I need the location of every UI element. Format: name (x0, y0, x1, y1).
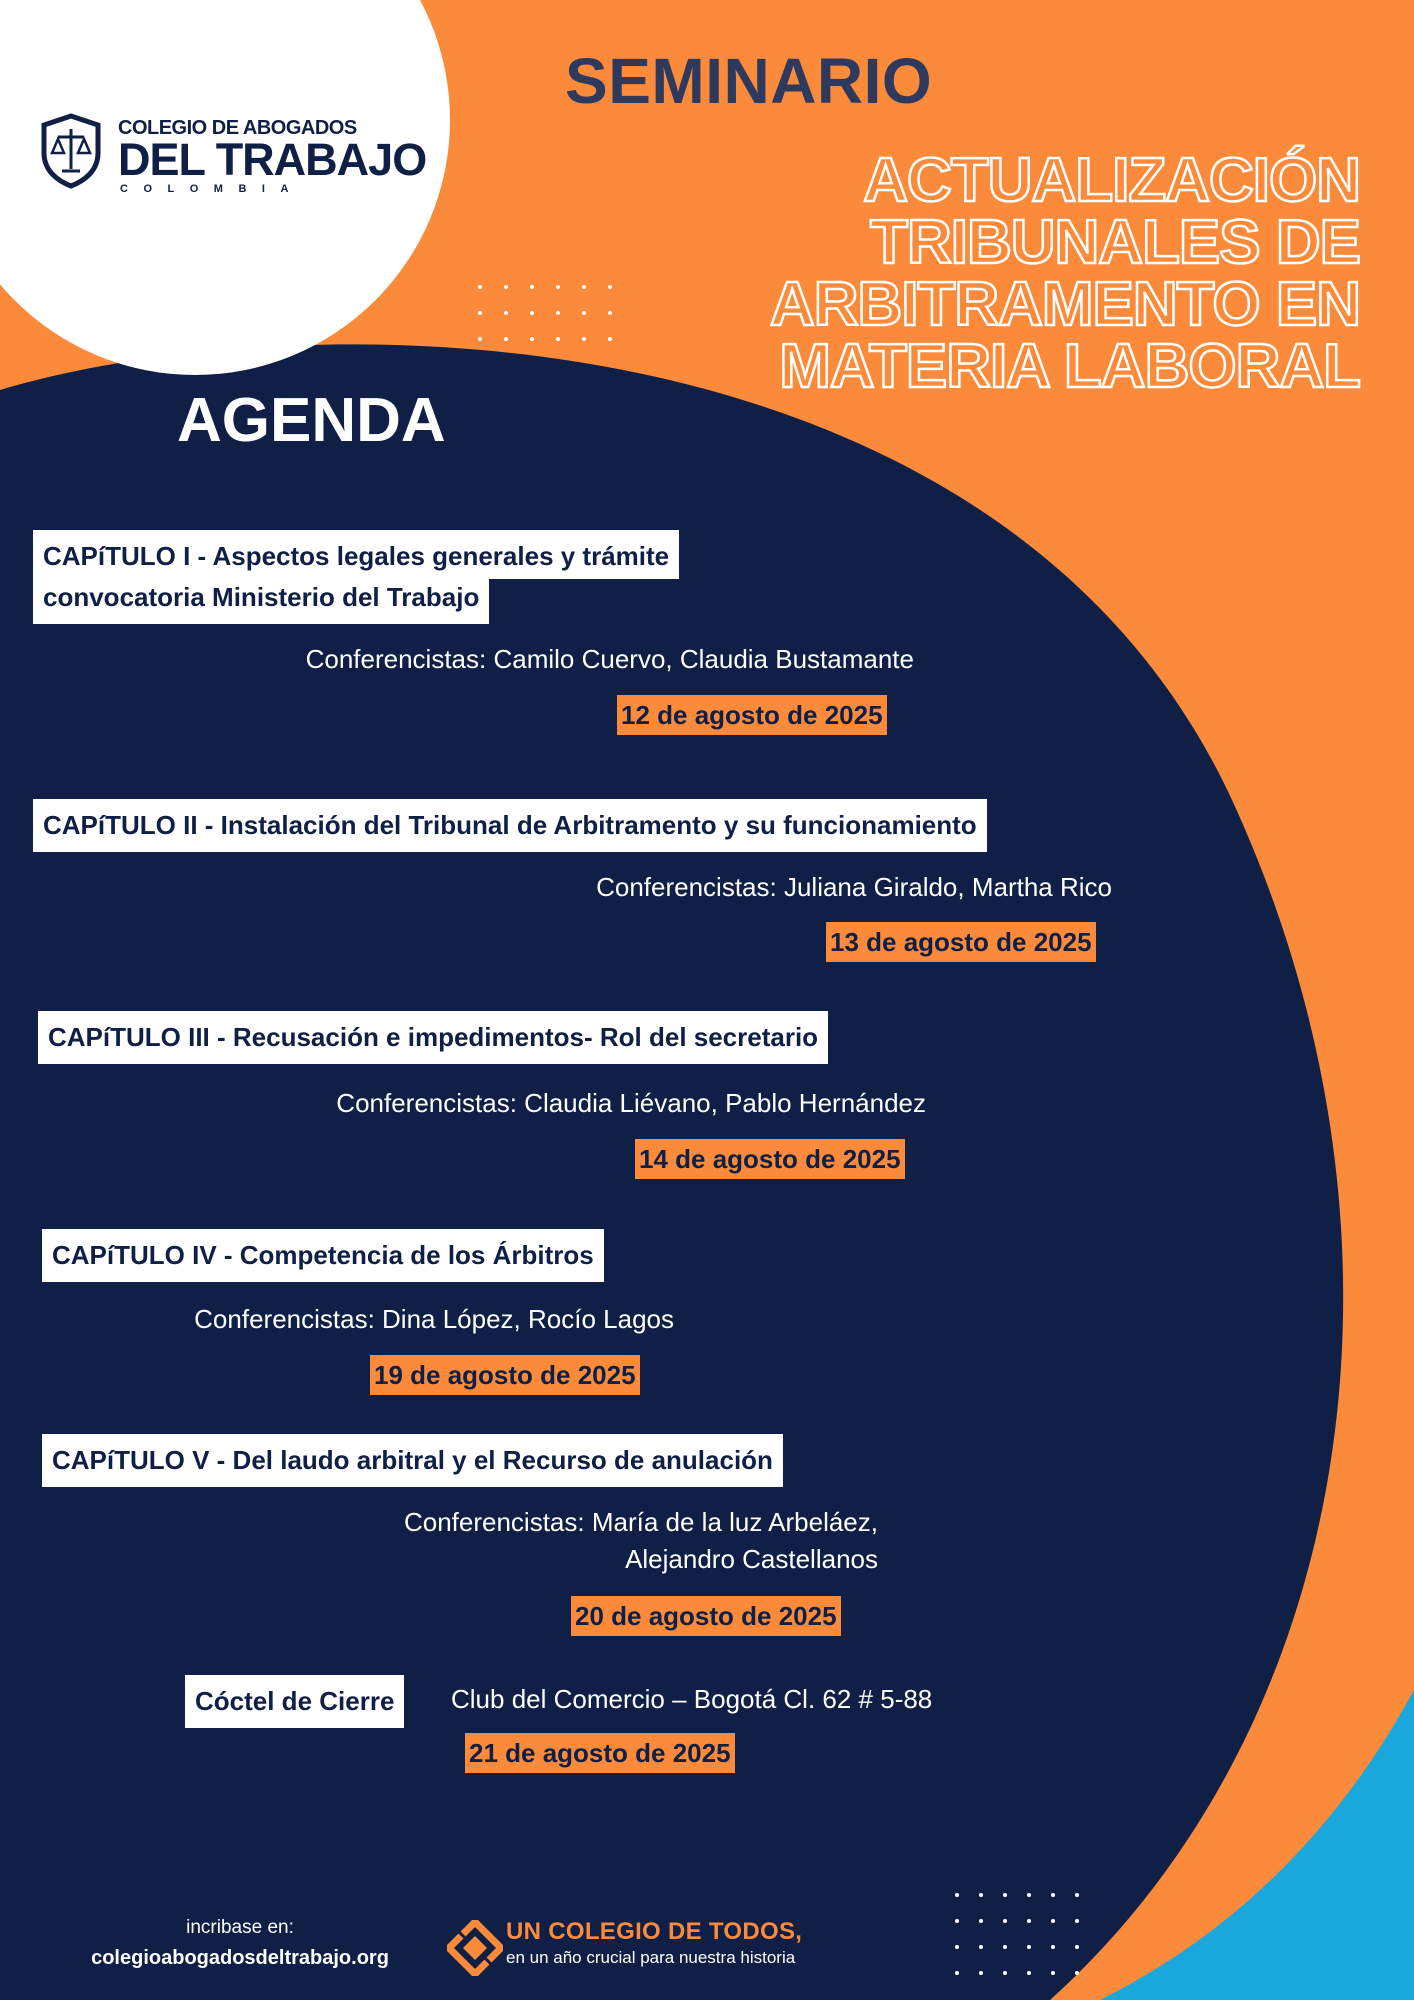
signup-link[interactable]: colegioabogadosdeltrabajo.org (91, 1947, 389, 1969)
speakers-line: Conferencistas: Juliana Giraldo, Martha Rico (596, 872, 1112, 902)
diamond-logo-icon (447, 1920, 503, 1976)
event-title (660, 146, 1360, 401)
session-5-speakers (404, 1504, 878, 1578)
dot-pattern-top (478, 285, 612, 341)
session-4-speakers (194, 1301, 674, 1338)
session-1-title (33, 530, 679, 624)
logo-line-2: DEL TRABAJO (118, 134, 427, 185)
session-5-date: 20 de agosto de 2025 (571, 1596, 841, 1636)
session-title-line: CAPíTULO I - Aspectos legales generales y trámite (33, 530, 679, 579)
slogan-line-2: en un año crucial para nuestra historia (506, 1948, 796, 1967)
session-3-title: CAPíTULO III - Recusación e impedimentos- Rol del secretario (38, 1011, 828, 1064)
session-1-speakers (306, 641, 914, 678)
speakers-line: Conferencistas: Dina López, Rocío Lagos (194, 1304, 674, 1334)
session-5-title: CAPíTULO V - Del laudo arbitral y el Recurso de anulación (42, 1434, 783, 1487)
session-title-line: convocatoria Ministerio del Trabajo (33, 579, 489, 624)
speakers-line: Conferencistas: Claudia Liévano, Pablo Hernández (336, 1088, 926, 1118)
signup-label: incribase en: (186, 1917, 294, 1938)
event-title-line: TRIBUNALES DE (870, 208, 1360, 277)
event-title-line: ARBITRAMENTO EN (769, 270, 1360, 339)
event-title-line: ACTUALIZACIÓN (863, 146, 1360, 215)
logo-line-3: COLOMBIA (120, 183, 304, 195)
closing-date: 21 de agosto de 2025 (465, 1733, 735, 1773)
event-title-line: MATERIA LABORAL (779, 332, 1360, 401)
session-1-date: 12 de agosto de 2025 (617, 695, 887, 735)
agenda-heading: AGENDA (177, 386, 446, 455)
event-kicker: SEMINARIO (565, 45, 933, 117)
logo-line-1: COLEGIO DE ABOGADOS (118, 117, 357, 139)
session-4-date: 19 de agosto de 2025 (370, 1355, 640, 1395)
session-3-date: 14 de agosto de 2025 (635, 1139, 905, 1179)
slogan-line-1: UN COLEGIO DE TODOS, (506, 1918, 803, 1945)
speakers-line: Conferencistas: Camilo Cuervo, Claudia Bustamante (305, 644, 914, 674)
session-4-title: CAPíTULO IV - Competencia de los Árbitros (42, 1229, 604, 1282)
session-2-title: CAPíTULO II - Instalación del Tribunal de Arbitramento y su funcionamiento (33, 799, 987, 852)
closing-venue: Club del Comercio – Bogotá Cl. 62 # 5-88 (451, 1684, 933, 1714)
closing-label: Cóctel de Cierre (185, 1675, 404, 1728)
session-3-speakers (336, 1085, 926, 1122)
session-2-date: 13 de agosto de 2025 (826, 922, 1096, 962)
session-2-speakers (596, 869, 1112, 906)
scales-shield-icon (40, 113, 102, 189)
speakers-line: Conferencistas: María de la luz Arbeláez, (403, 1507, 878, 1537)
speakers-line: Alejandro Castellanos (625, 1544, 878, 1574)
organization-logo (40, 113, 427, 195)
dot-pattern-bottom (955, 1893, 1079, 1975)
